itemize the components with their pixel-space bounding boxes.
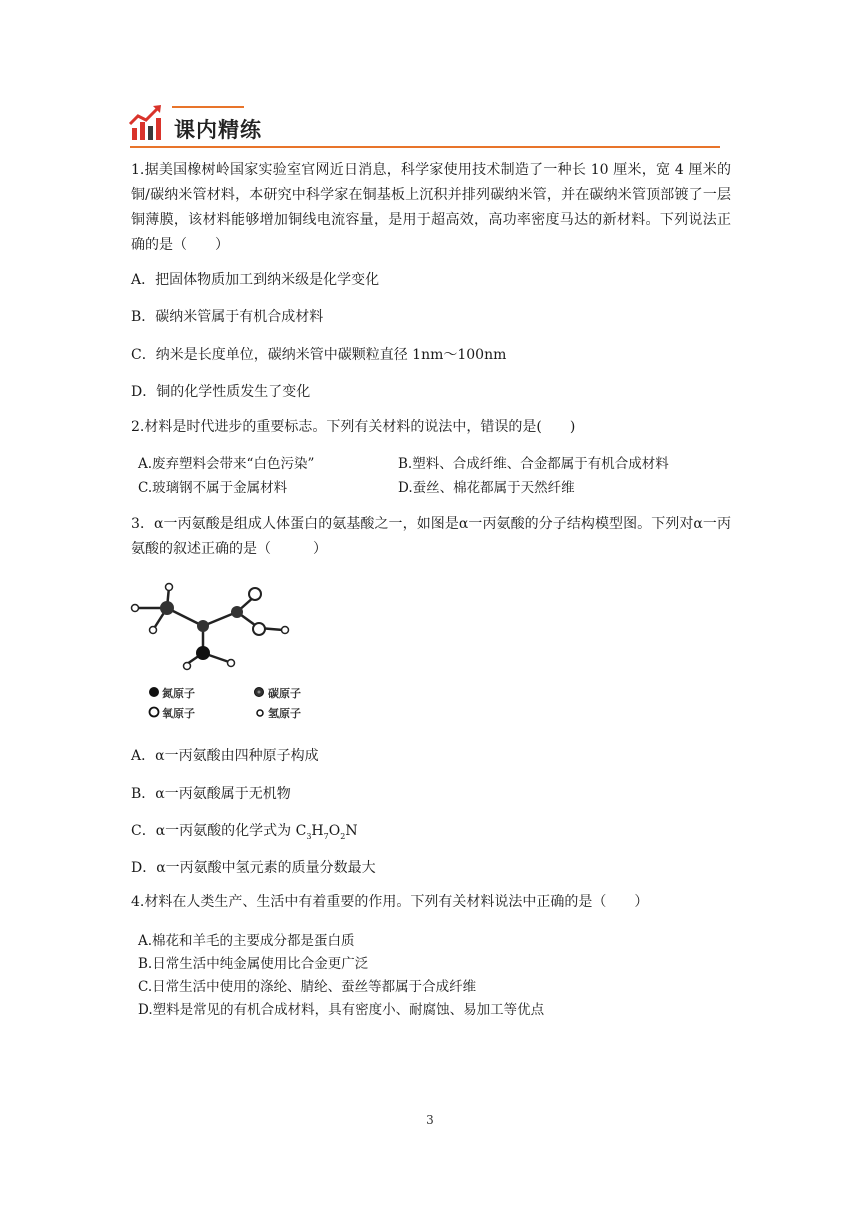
legend-nitrogen: 氮原子 — [162, 687, 195, 700]
q4-option-a: A.棉花和羊毛的主要成分都是蛋白质 — [138, 933, 355, 949]
molecule-structure-diagram — [125, 580, 325, 690]
q4-stem: 4.材料在人类生产、生活中有着重要的作用。下列有关材料说法中正确的是（ ） — [131, 894, 649, 910]
section-divider — [130, 146, 720, 148]
q1-option-c: C．纳米是长度单位，碳纳米管中碳颗粒直径 1nm～100nm — [131, 347, 507, 363]
q3-formula-h: H — [311, 823, 324, 839]
section-title: 课内精练 — [174, 118, 262, 142]
q4-option-d: D.塑料是常见的有机合成材料，具有密度小、耐腐蚀、易加工等优点 — [138, 1002, 545, 1018]
q3-option-c-text: C．α一丙氨酸的化学式为 C — [131, 823, 307, 839]
q3-stem: 3．α一丙氨酸是组成人体蛋白的氨基酸之一，如图是α一丙氨酸的分子结构模型图。下列对α一丙氨酸的叙述正确的是（ ） — [131, 516, 731, 557]
q3-option-d: D．α一丙氨酸中氢元素的质量分数最大 — [131, 860, 376, 876]
q3-formula-sub-c: 3 — [306, 831, 312, 841]
q2-option-d: D.蚕丝、棉花都属于天然纤维 — [398, 480, 575, 496]
page-number: 3 — [426, 1113, 434, 1127]
q2-option-b: B.塑料、合成纤维、合金都属于有机合成材料 — [398, 456, 669, 472]
q4-option-b: B.日常生活中纯金属使用比合金更广泛 — [138, 956, 369, 972]
legend-oxygen-icon — [148, 706, 160, 718]
q2-option-a: A.废弃塑料会带来“白色污染” — [138, 456, 315, 472]
legend-carbon-icon — [253, 686, 265, 698]
q1-option-b: B．碳纳米管属于有机合成材料 — [131, 309, 324, 325]
q3-option-a: A．α一丙氨酸由四种原子构成 — [131, 748, 319, 764]
q3-formula-sub-o: 2 — [340, 831, 346, 841]
q3-formula-sub-h: 7 — [323, 831, 329, 841]
legend-nitrogen-icon — [148, 686, 160, 698]
chart-icon — [128, 104, 164, 142]
legend-oxygen: 氧原子 — [162, 707, 195, 720]
legend-hydrogen: 氢原子 — [268, 707, 301, 720]
title-accent-rule — [172, 106, 244, 108]
legend-hydrogen-icon — [255, 708, 265, 718]
q3-option-c — [131, 821, 358, 847]
q3-option-b: B．α一丙氨酸属于无机物 — [131, 786, 291, 802]
q1-stem: 1.据美国橡树岭国家实验室官网近日消息，科学家使用技术制造了一种长 10 厘米，宽 4 厘米的铜/碳纳米管材料，本研究中科学家在铜基板上沉积并排列碳纳米管，并在碳纳米管顶部镀了一层铜薄膜，该材料能够增加铜线电流容量，是用于超高效，高功率密度马达的新材料。下列说法正确的是（ ） — [131, 162, 731, 253]
q2-option-c: C.玻璃钢不属于金属材料 — [138, 480, 288, 496]
q4-option-c: C.日常生活中使用的涤纶、腈纶、蚕丝等都属于合成纤维 — [138, 979, 477, 995]
q3-formula-o: O — [328, 823, 341, 839]
q2-stem: 2.材料是时代进步的重要标志。下列有关材料的说法中，错误的是( ) — [131, 419, 576, 435]
q1-option-a: A．把固体物质加工到纳米级是化学变化 — [131, 272, 380, 288]
q3-formula-n: N — [345, 823, 358, 839]
legend-carbon: 碳原子 — [268, 687, 301, 700]
q1-option-d: D．铜的化学性质发生了变化 — [131, 384, 311, 400]
